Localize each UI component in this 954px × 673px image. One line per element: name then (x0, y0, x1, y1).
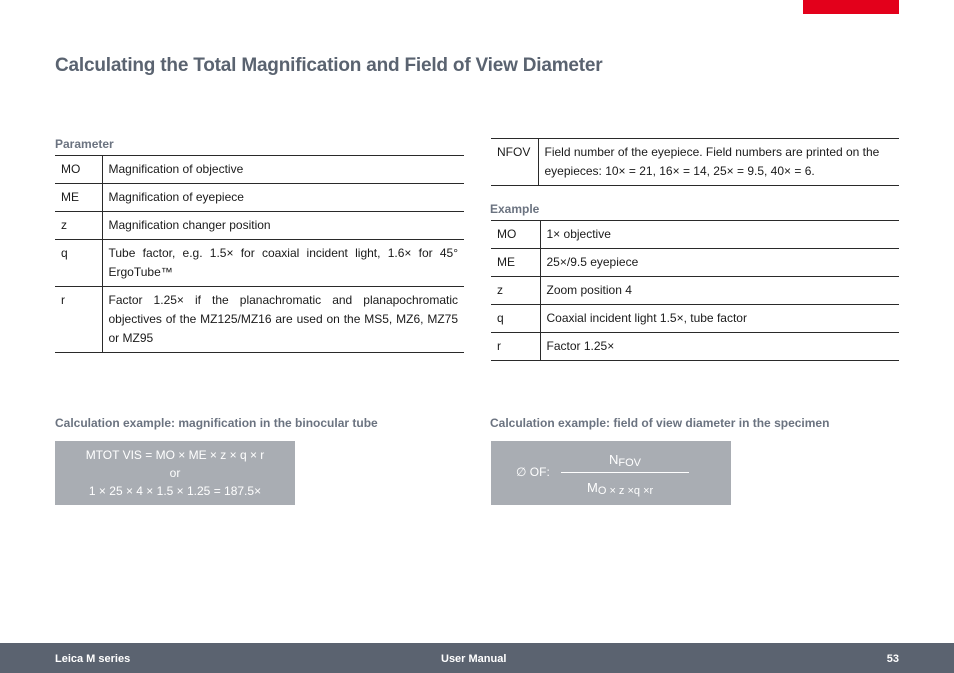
nfov-table (491, 138, 899, 186)
param-value: Magnification changer position (102, 212, 464, 240)
formula-result: 1 × 25 × 4 × 1.5 × 1.25 = 187.5× (88, 484, 262, 498)
example-key: MO (491, 221, 540, 249)
param-key: r (55, 287, 102, 353)
nfov-value: Field number of the eyepiece. Field numbers are printed on the eyepieces: 10× = 21, 16× = 14, 25× = 9.5, 40× = 6. (538, 139, 899, 186)
table-row (491, 249, 899, 277)
parameter-table (55, 155, 464, 353)
formula-line: MTOT VIS = MO × ME × z × q × r (85, 448, 265, 462)
table-row (491, 277, 899, 305)
table-row (55, 287, 464, 353)
page-footer (0, 643, 954, 673)
example-key: z (491, 277, 540, 305)
fov-denominator-main: M (587, 480, 598, 495)
fraction-bar (561, 472, 689, 473)
parameter-heading: Parameter (55, 137, 114, 151)
example-heading: Example (490, 202, 540, 216)
example-value: Zoom position 4 (540, 277, 899, 305)
fov-numerator-sub: FOV (618, 457, 642, 469)
example-key: ME (491, 249, 540, 277)
param-value: Tube factor, e.g. 1.5× for coaxial incident light, 1.6× for 45° ErgoTube™ (102, 240, 464, 287)
example-key: q (491, 305, 540, 333)
brand-accent-tab (803, 0, 899, 14)
example-key: r (491, 333, 540, 361)
example-table (491, 220, 899, 361)
param-value: Magnification of objective (102, 156, 464, 184)
footer-series: Leica M series (55, 653, 131, 665)
table-row (491, 333, 899, 361)
calc-fov-heading: Calculation example: field of view diameter in the specimen (490, 416, 830, 430)
calc-magnification-heading: Calculation example: magnification in the binocular tube (55, 416, 378, 430)
table-row (491, 139, 899, 186)
param-value: Factor 1.25× if the planachromatic and planapochromatic objectives of the MZ125/MZ16 are used on the MS5, MZ6, MZ75 or MZ95 (102, 287, 464, 353)
example-value: 25×/9.5 eyepiece (540, 249, 899, 277)
example-value: Coaxial incident light 1.5×, tube factor (540, 305, 899, 333)
param-key: MO (55, 156, 102, 184)
param-key: ME (55, 184, 102, 212)
param-value: Magnification of eyepiece (102, 184, 464, 212)
fov-label: ∅ OF: (516, 465, 550, 479)
page-title: Calculating the Total Magnification and Field of View Diameter (55, 55, 603, 76)
footer-manual: User Manual (441, 653, 507, 665)
param-key: q (55, 240, 102, 287)
fov-numerator-main: N (609, 452, 619, 467)
param-key: z (55, 212, 102, 240)
fov-numerator (609, 452, 641, 467)
fov-denominator (587, 480, 653, 495)
formula-or: or (169, 466, 181, 480)
nfov-key: NFOV (491, 139, 538, 186)
fov-formula-box (491, 441, 731, 505)
example-value: Factor 1.25× (540, 333, 899, 361)
magnification-formula-box (55, 441, 295, 505)
table-row (55, 156, 464, 184)
table-row (491, 221, 899, 249)
example-value: 1× objective (540, 221, 899, 249)
table-row (491, 305, 899, 333)
table-row (55, 212, 464, 240)
table-row (55, 240, 464, 287)
table-row (55, 184, 464, 212)
fov-denominator-rest: O × z ×q ×r (597, 485, 654, 497)
page-number: 53 (886, 653, 899, 665)
